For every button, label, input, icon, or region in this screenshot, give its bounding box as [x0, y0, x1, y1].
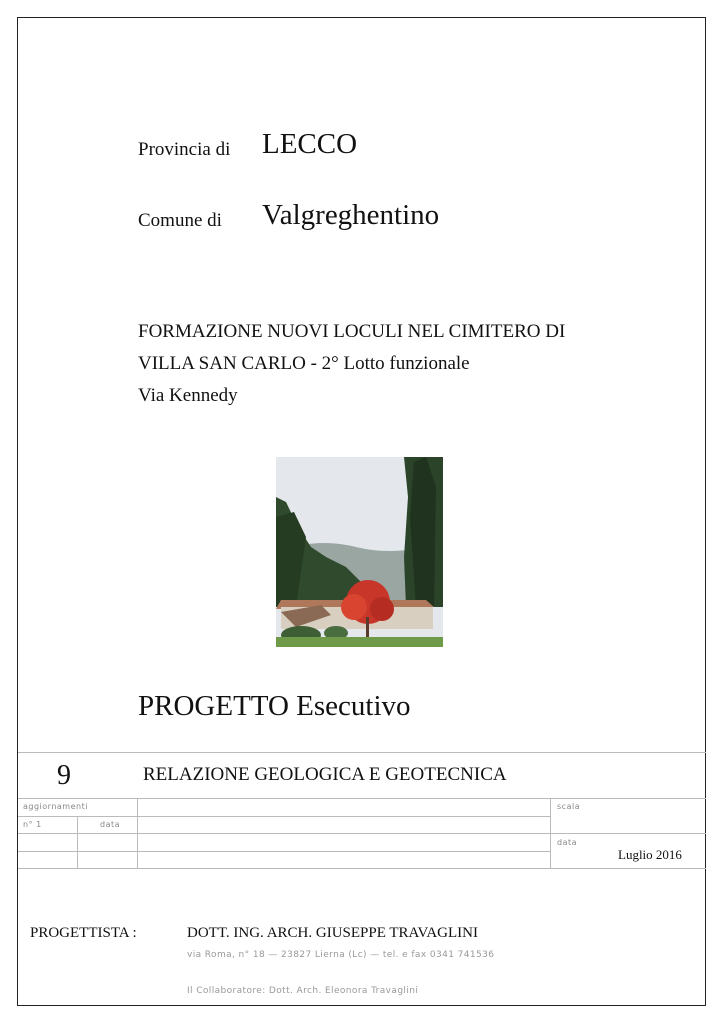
document-title: RELAZIONE GEOLOGICA E GEOTECNICA: [143, 764, 507, 785]
divider: [18, 833, 706, 834]
divider: [550, 798, 551, 868]
comune-label: Comune di: [138, 210, 222, 231]
designer-address: via Roma, n° 18 — 23827 Lierna (Lc) — tel. e fax 0341 741536: [187, 950, 495, 960]
collaborator: Il Collaboratore: Dott. Arch. Eleonora Travaglini: [187, 986, 419, 996]
revision-date-label: data: [100, 820, 121, 829]
provincia-value: LECCO: [262, 128, 358, 160]
divider: [18, 868, 706, 869]
divider: [18, 798, 706, 799]
divider: [137, 798, 138, 868]
divider: [77, 816, 78, 868]
project-line-3: Via Kennedy: [138, 385, 238, 406]
phase-title: PROGETTO Esecutivo: [138, 690, 411, 722]
provincia-label: Provincia di: [138, 139, 231, 160]
scala-label: scala: [557, 802, 581, 811]
document-number: 9: [57, 760, 71, 791]
designer-name: DOTT. ING. ARCH. GIUSEPPE TRAVAGLINI: [187, 925, 478, 941]
project-line-1: FORMAZIONE NUOVI LOCULI NEL CIMITERO DI: [138, 321, 566, 342]
divider: [18, 816, 550, 817]
revision-number-label: n° 1: [23, 820, 42, 829]
aggiornamenti-label: aggiornamenti: [23, 802, 88, 811]
divider: [18, 752, 706, 753]
project-line-2: VILLA SAN CARLO - 2° Lotto funzionale: [138, 353, 470, 374]
progettista-label: PROGETTISTA :: [30, 925, 137, 941]
date-value: Luglio 2016: [618, 847, 682, 862]
cemetery-photo: [276, 457, 443, 647]
divider: [18, 851, 550, 852]
date-label: data: [557, 838, 578, 847]
comune-value: Valgreghentino: [262, 199, 440, 231]
